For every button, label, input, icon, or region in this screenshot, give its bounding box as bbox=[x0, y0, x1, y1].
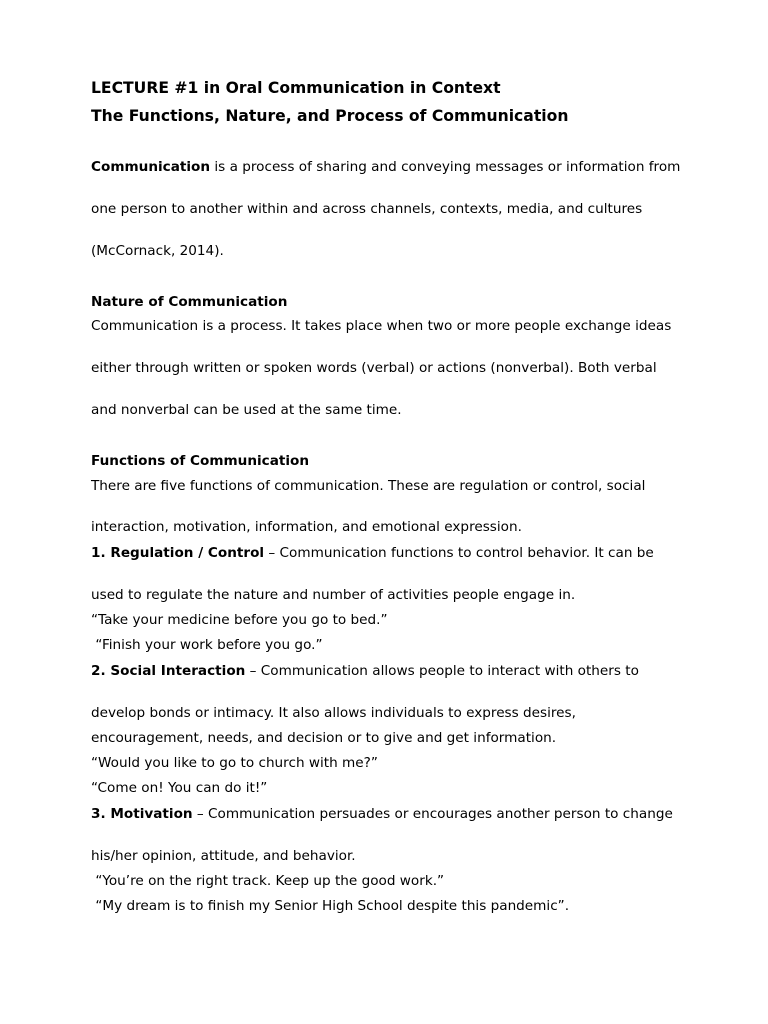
function-description-line: encouragement, needs, and decision or to give and get information. bbox=[91, 730, 557, 746]
function-item-regulation bbox=[91, 545, 691, 562]
function-description: – Communication allows people to interact with others to bbox=[245, 663, 639, 679]
function-example: “Come on! You can do it!” bbox=[91, 780, 268, 796]
function-description-line: used to regulate the nature and number of activities people engage in. bbox=[91, 587, 576, 603]
function-example: “You’re on the right track. Keep up the good work.” bbox=[91, 873, 445, 889]
function-description-line: develop bonds or intimacy. It also allows individuals to express desires, bbox=[91, 705, 576, 721]
function-description: – Communication functions to control behavior. It can be bbox=[264, 545, 654, 561]
function-description: – Communication persuades or encourages another person to change bbox=[192, 806, 673, 822]
definition-paragraph-line-1 bbox=[91, 159, 691, 176]
lecture-subtitle: The Functions, Nature, and Process of Communication bbox=[91, 107, 569, 125]
function-example: “Finish your work before you go.” bbox=[91, 637, 323, 653]
function-item-social-interaction bbox=[91, 663, 691, 680]
function-example: “Would you like to go to church with me?” bbox=[91, 755, 378, 771]
function-example: “My dream is to finish my Senior High School despite this pandemic”. bbox=[91, 898, 570, 914]
nature-paragraph-line-1: Communication is a process. It takes place when two or more people exchange ideas bbox=[91, 318, 672, 334]
nature-heading: Nature of Communication bbox=[91, 294, 288, 310]
lecture-title: LECTURE #1 in Oral Communication in Context bbox=[91, 79, 501, 97]
nature-paragraph-line-3: and nonverbal can be used at the same time. bbox=[91, 402, 402, 418]
functions-intro-line-2: interaction, motivation, information, and emotional expression. bbox=[91, 519, 522, 535]
definition-term: Communication bbox=[91, 159, 211, 175]
function-label: 2. Social Interaction bbox=[91, 663, 246, 679]
functions-intro-line-1: There are five functions of communication. These are regulation or control, social bbox=[91, 478, 646, 494]
definition-citation: (McCornack, 2014). bbox=[91, 243, 224, 259]
nature-paragraph-line-2: either through written or spoken words (verbal) or actions (nonverbal). Both verbal bbox=[91, 360, 657, 376]
function-item-motivation bbox=[91, 806, 691, 823]
functions-heading: Functions of Communication bbox=[91, 453, 310, 469]
function-label: 1. Regulation / Control bbox=[91, 545, 265, 561]
definition-text: is a process of sharing and conveying messages or information from bbox=[210, 159, 681, 175]
function-example: “Take your medicine before you go to bed.” bbox=[91, 612, 388, 628]
function-label: 3. Motivation bbox=[91, 806, 193, 822]
function-description-line: his/her opinion, attitude, and behavior. bbox=[91, 848, 356, 864]
definition-paragraph-line-2: one person to another within and across channels, contexts, media, and cultures bbox=[91, 201, 643, 217]
